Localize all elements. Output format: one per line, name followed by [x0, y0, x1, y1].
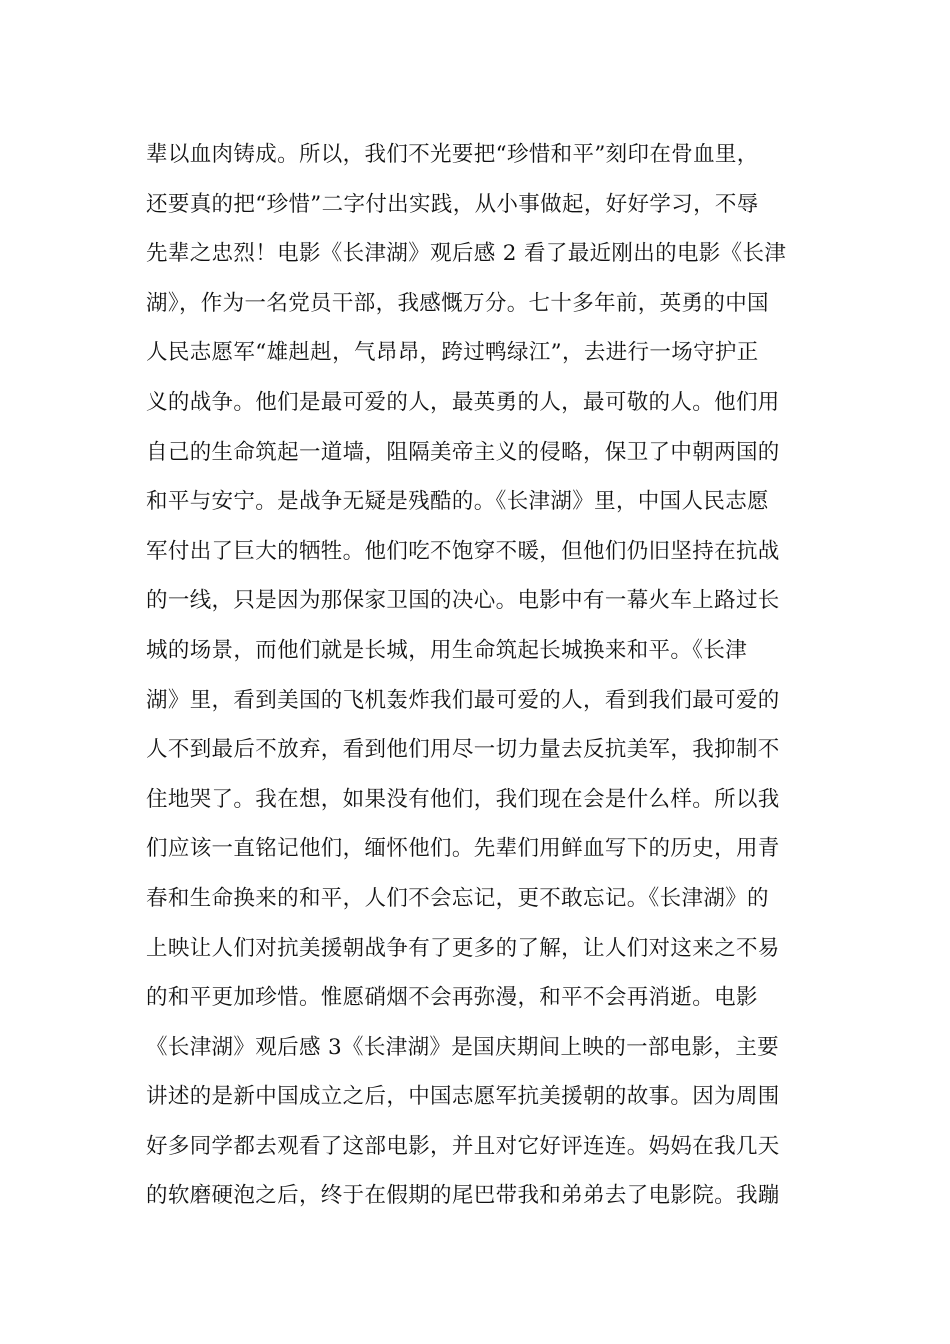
text-line: 还要真的把“珍惜”二字付出实践，从小事做起，好好学习，不辱 — [146, 191, 759, 217]
text-line: 住地哭了。我在想，如果没有他们，我们现在会是什么样。所以我 — [146, 786, 780, 812]
text-line: 春和生命换来的和平，人们不会忘记，更不敢忘记。《长津湖》的 — [146, 885, 769, 911]
text-line: 先辈之忠烈！电影《长津湖》观后感 2 看了最近刚出的电影《长津 — [146, 241, 787, 267]
text-line: 上映让人们对抗美援朝战争有了更多的了解，让人们对这来之不易 — [146, 935, 780, 961]
text-line: 城的场景，而他们就是长城，用生命筑起长城换来和平。《长津 — [146, 637, 748, 663]
text-line: 人民志愿军“雄赳赳，气昂昂，跨过鸭绿江”，去进行一场守护正 — [146, 340, 759, 366]
text-line: 湖》，作为一名党员干部，我感慨万分。七十多年前，英勇的中国 — [146, 290, 769, 316]
text-line: 讲述的是新中国成立之后，中国志愿军抗美援朝的故事。因为周围 — [146, 1084, 780, 1110]
text-line: 湖》里，看到美国的飞机轰炸我们最可爱的人，看到我们最可爱的 — [146, 687, 780, 713]
text-line: 好多同学都去观看了这部电影，并且对它好评连连。妈妈在我几天 — [146, 1133, 780, 1159]
text-line: 的一线，只是因为那保家卫国的决心。电影中有一幕火车上路过长 — [146, 588, 780, 614]
text-line: 辈以血肉铸成。所以，我们不光要把“珍惜和平”刻印在骨血里， — [146, 142, 759, 167]
text-line: 人不到最后不放弃，看到他们用尽一切力量去反抗美军，我抑制不 — [146, 737, 780, 763]
text-line: 的和平更加珍惜。惟愿硝烟不会再弥漫，和平不会再消逝。电影 — [146, 985, 758, 1011]
text-line: 义的战争。他们是最可爱的人，最英勇的人，最可敬的人。他们用 — [146, 389, 780, 415]
text-line: 和平与安宁。是战争无疑是残酷的。《长津湖》里，中国人民志愿 — [146, 489, 769, 515]
text-line: 的软磨硬泡之后，终于在假期的尾巴带我和弟弟去了电影院。我蹦 — [146, 1183, 780, 1209]
text-line: 自己的生命筑起一道墙，阻隔美帝主义的侵略，保卫了中朝两国的 — [146, 439, 780, 465]
text-line: 军付出了巨大的牺牲。他们吃不饱穿不暖，但他们仍旧坚持在抗战 — [146, 538, 780, 564]
text-line: 《长津湖》观后感 3《长津湖》是国庆期间上映的一部电影，主要 — [146, 1034, 780, 1060]
body-text — [146, 130, 806, 1221]
text-line: 们应该一直铭记他们，缅怀他们。先辈们用鲜血写下的历史，用青 — [146, 836, 780, 862]
